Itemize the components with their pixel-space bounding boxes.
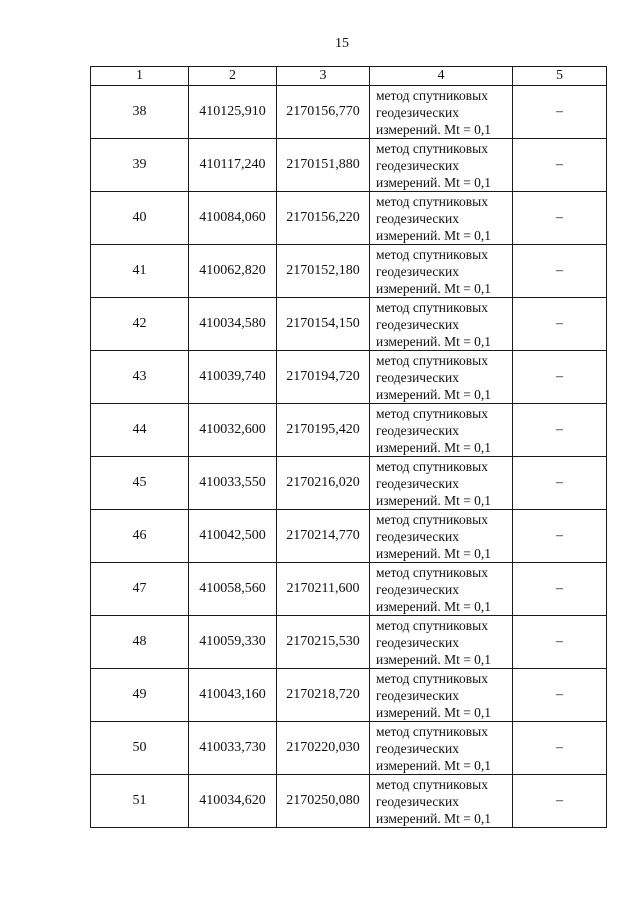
- method-text-line: измерений. Mt = 0,1: [376, 598, 492, 614]
- method-text-line: геодезических: [376, 475, 459, 491]
- method-text-line: метод спутниковых: [376, 458, 488, 474]
- method-cell: [370, 669, 513, 722]
- y-coordinate-cell: 2170211,600: [277, 563, 370, 616]
- table-row: [91, 510, 607, 563]
- method-cell: [370, 351, 513, 404]
- column-5-cell: –: [513, 192, 607, 245]
- method-cell: [370, 722, 513, 775]
- method-cell: [370, 298, 513, 351]
- y-coordinate-cell: 2170154,150: [277, 298, 370, 351]
- header-cell-5: 5: [513, 67, 607, 86]
- method-text-line: геодезических: [376, 422, 459, 438]
- y-coordinate-cell: 2170195,420: [277, 404, 370, 457]
- column-5-cell: –: [513, 351, 607, 404]
- point-number-cell: 38: [91, 86, 189, 139]
- x-coordinate-cell: 410039,740: [189, 351, 277, 404]
- y-coordinate-cell: 2170220,030: [277, 722, 370, 775]
- column-5-cell: –: [513, 457, 607, 510]
- column-5-cell: –: [513, 669, 607, 722]
- y-coordinate-cell: 2170218,720: [277, 669, 370, 722]
- header-cell-4: 4: [370, 67, 513, 86]
- method-text-line: метод спутниковых: [376, 299, 488, 315]
- method-text-line: измерений. Mt = 0,1: [376, 333, 492, 349]
- point-number-cell: 48: [91, 616, 189, 669]
- header-cell-1: 1: [91, 67, 189, 86]
- method-cell: [370, 616, 513, 669]
- method-text-line: измерений. Mt = 0,1: [376, 810, 492, 826]
- column-5-cell: –: [513, 722, 607, 775]
- method-text-line: измерений. Mt = 0,1: [376, 757, 492, 773]
- method-text-line: геодезических: [376, 793, 459, 809]
- method-text-line: геодезических: [376, 157, 459, 173]
- method-text-line: метод спутниковых: [376, 246, 488, 262]
- y-coordinate-cell: 2170215,530: [277, 616, 370, 669]
- x-coordinate-cell: 410043,160: [189, 669, 277, 722]
- method-text-line: метод спутниковых: [376, 617, 488, 633]
- point-number-cell: 42: [91, 298, 189, 351]
- method-text-line: геодезических: [376, 528, 459, 544]
- method-cell: [370, 139, 513, 192]
- table-row: [91, 351, 607, 404]
- method-text-line: измерений. Mt = 0,1: [376, 704, 492, 720]
- table-row: [91, 775, 607, 828]
- x-coordinate-cell: 410062,820: [189, 245, 277, 298]
- header-cell-3: 3: [277, 67, 370, 86]
- column-5-cell: –: [513, 245, 607, 298]
- point-number-cell: 51: [91, 775, 189, 828]
- method-text-line: геодезических: [376, 581, 459, 597]
- method-text-line: измерений. Mt = 0,1: [376, 545, 492, 561]
- method-text-line: метод спутниковых: [376, 405, 488, 421]
- table-row: [91, 457, 607, 510]
- method-text-line: геодезических: [376, 740, 459, 756]
- table-header: [91, 67, 607, 86]
- point-number-cell: 41: [91, 245, 189, 298]
- table-row: [91, 669, 607, 722]
- method-cell: [370, 245, 513, 298]
- method-text-line: метод спутниковых: [376, 670, 488, 686]
- table-row: [91, 192, 607, 245]
- method-text-line: геодезических: [376, 263, 459, 279]
- table-row: [91, 139, 607, 192]
- point-number-cell: 50: [91, 722, 189, 775]
- method-text-line: метод спутниковых: [376, 564, 488, 580]
- point-number-cell: 49: [91, 669, 189, 722]
- method-text-line: геодезических: [376, 687, 459, 703]
- table-body: [91, 86, 607, 828]
- method-cell: [370, 775, 513, 828]
- method-cell: [370, 86, 513, 139]
- point-number-cell: 46: [91, 510, 189, 563]
- point-number-cell: 47: [91, 563, 189, 616]
- method-text-line: метод спутниковых: [376, 352, 488, 368]
- x-coordinate-cell: 410032,600: [189, 404, 277, 457]
- method-cell: [370, 192, 513, 245]
- method-text-line: метод спутниковых: [376, 87, 488, 103]
- method-text-line: измерений. Mt = 0,1: [376, 280, 492, 296]
- y-coordinate-cell: 2170216,020: [277, 457, 370, 510]
- method-text-line: геодезических: [376, 369, 459, 385]
- x-coordinate-cell: 410059,330: [189, 616, 277, 669]
- table-row: [91, 404, 607, 457]
- point-number-cell: 44: [91, 404, 189, 457]
- column-5-cell: –: [513, 616, 607, 669]
- method-text-line: измерений. Mt = 0,1: [376, 651, 492, 667]
- header-row: [91, 67, 607, 86]
- y-coordinate-cell: 2170250,080: [277, 775, 370, 828]
- y-coordinate-cell: 2170156,220: [277, 192, 370, 245]
- table-row: [91, 616, 607, 669]
- method-text-line: метод спутниковых: [376, 723, 488, 739]
- table-row: [91, 563, 607, 616]
- column-5-cell: –: [513, 510, 607, 563]
- method-text-line: измерений. Mt = 0,1: [376, 386, 492, 402]
- method-cell: [370, 404, 513, 457]
- x-coordinate-cell: 410117,240: [189, 139, 277, 192]
- y-coordinate-cell: 2170214,770: [277, 510, 370, 563]
- y-coordinate-cell: 2170152,180: [277, 245, 370, 298]
- column-5-cell: –: [513, 775, 607, 828]
- method-text-line: метод спутниковых: [376, 193, 488, 209]
- method-text-line: геодезических: [376, 210, 459, 226]
- y-coordinate-cell: 2170194,720: [277, 351, 370, 404]
- y-coordinate-cell: 2170151,880: [277, 139, 370, 192]
- method-text-line: метод спутниковых: [376, 511, 488, 527]
- method-text-line: геодезических: [376, 104, 459, 120]
- method-text-line: измерений. Mt = 0,1: [376, 174, 492, 190]
- y-coordinate-cell: 2170156,770: [277, 86, 370, 139]
- method-text-line: геодезических: [376, 634, 459, 650]
- method-text-line: измерений. Mt = 0,1: [376, 492, 492, 508]
- x-coordinate-cell: 410125,910: [189, 86, 277, 139]
- method-text-line: измерений. Mt = 0,1: [376, 121, 492, 137]
- point-number-cell: 40: [91, 192, 189, 245]
- point-number-cell: 45: [91, 457, 189, 510]
- x-coordinate-cell: 410084,060: [189, 192, 277, 245]
- x-coordinate-cell: 410042,500: [189, 510, 277, 563]
- x-coordinate-cell: 410034,620: [189, 775, 277, 828]
- data-table: [90, 66, 607, 828]
- x-coordinate-cell: 410058,560: [189, 563, 277, 616]
- page-number: 15: [335, 36, 349, 51]
- x-coordinate-cell: 410034,580: [189, 298, 277, 351]
- table-row: [91, 245, 607, 298]
- method-text-line: метод спутниковых: [376, 776, 488, 792]
- method-cell: [370, 457, 513, 510]
- table-row: [91, 86, 607, 139]
- column-5-cell: –: [513, 404, 607, 457]
- column-5-cell: –: [513, 86, 607, 139]
- table-row: [91, 298, 607, 351]
- header-cell-2: 2: [189, 67, 277, 86]
- method-cell: [370, 563, 513, 616]
- x-coordinate-cell: 410033,730: [189, 722, 277, 775]
- x-coordinate-cell: 410033,550: [189, 457, 277, 510]
- method-cell: [370, 510, 513, 563]
- method-text-line: геодезических: [376, 316, 459, 332]
- column-5-cell: –: [513, 298, 607, 351]
- table-row: [91, 722, 607, 775]
- method-text-line: измерений. Mt = 0,1: [376, 227, 492, 243]
- method-text-line: измерений. Mt = 0,1: [376, 439, 492, 455]
- column-5-cell: –: [513, 563, 607, 616]
- point-number-cell: 39: [91, 139, 189, 192]
- column-5-cell: –: [513, 139, 607, 192]
- method-text-line: метод спутниковых: [376, 140, 488, 156]
- point-number-cell: 43: [91, 351, 189, 404]
